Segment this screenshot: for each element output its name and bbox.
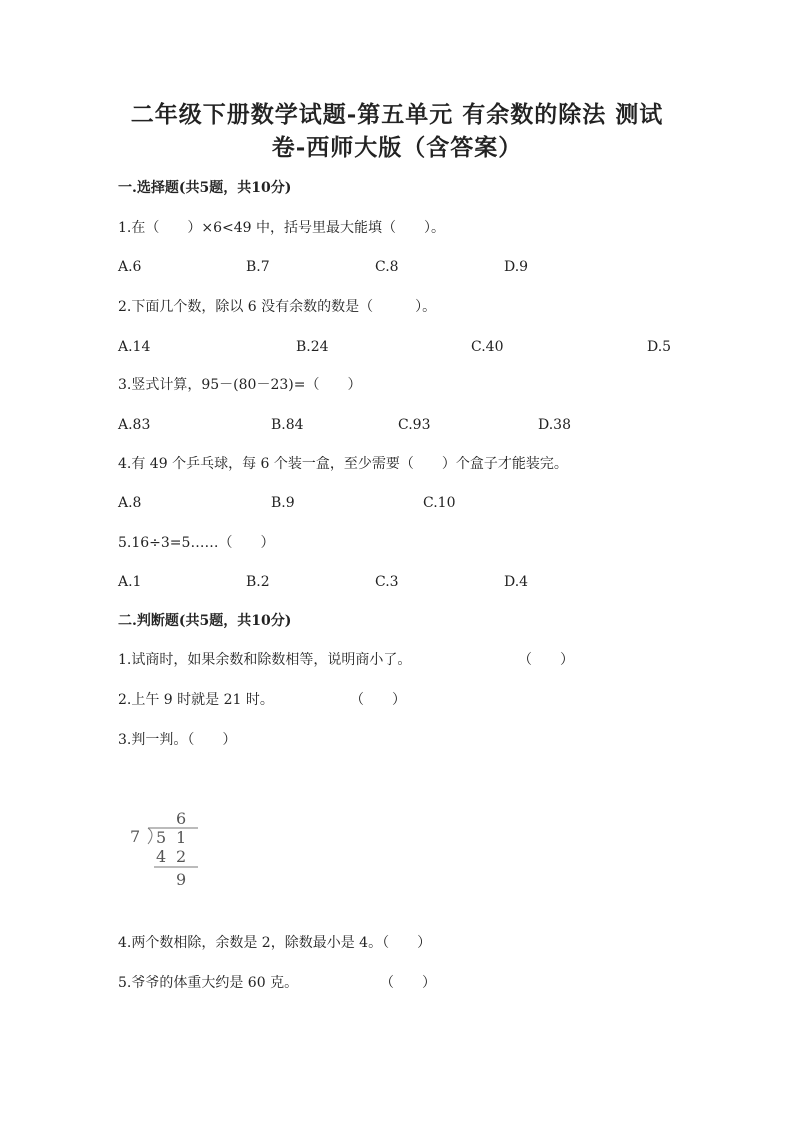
judge-5-blank: （ ）	[380, 975, 436, 991]
q1-option-b: B.7	[246, 259, 270, 275]
division-bracket-curve	[148, 828, 152, 844]
q1-option-a: A.6	[118, 259, 142, 275]
division-dividend-tens: 5	[156, 828, 167, 847]
judge-1-blank: （ ）	[518, 652, 574, 668]
q2-option-d: D.5	[647, 339, 672, 355]
long-division-figure	[118, 800, 238, 900]
q3-option-d: D.38	[538, 417, 571, 433]
judge-question-1: 1.试商时，如果余数和除数相等，说明商小了。	[118, 652, 412, 668]
document-title	[60, 98, 734, 164]
q4-option-a: A.8	[118, 495, 142, 511]
title-line-1: 二年级下册数学试题-第五单元 有余数的除法 测试	[130, 101, 664, 128]
question-1-5: 5.16÷3=5……（ ）	[118, 535, 275, 551]
title-line-2: 卷-西师大版（含答案）	[271, 134, 523, 161]
q3-option-c: C.93	[398, 417, 431, 433]
section-heading-judge: 二.判断题(共5题，共10分)	[118, 613, 292, 629]
q5-option-a: A.1	[118, 574, 142, 590]
long-division-svg	[118, 800, 238, 900]
q5-option-c: C.3	[375, 574, 399, 590]
q2-option-c: C.40	[471, 339, 504, 355]
division-product-ones: 2	[176, 847, 187, 866]
q5-option-d: D.4	[504, 574, 529, 590]
q2-option-b: B.24	[296, 339, 329, 355]
q4-option-b: B.9	[271, 495, 295, 511]
q3-option-b: B.84	[271, 417, 304, 433]
question-1-3: 3.竖式计算，95－(80－23)=（ ）	[118, 377, 362, 393]
q1-option-c: C.8	[375, 259, 399, 275]
judge-question-3: 3.判一判。（ ）	[118, 732, 237, 748]
division-divisor: 7	[130, 827, 141, 846]
judge-question-2: 2.上午 9 时就是 21 时。	[118, 692, 274, 708]
question-1-1: 1.在（ ）×6<49 中，括号里最大能填（ ）。	[118, 220, 445, 236]
section-heading-choice: 一.选择题(共5题，共10分)	[118, 180, 292, 196]
question-1-2: 2.下面几个数，除以 6 没有余数的数是（ ）。	[118, 299, 437, 315]
division-quotient: 6	[176, 809, 187, 828]
q3-option-a: A.83	[118, 417, 151, 433]
judge-question-5: 5.爷爷的体重大约是 60 克。	[118, 975, 299, 991]
question-1-4: 4.有 49 个乒乓球，每 6 个装一盒，至少需要（ ）个盒子才能装完。	[118, 456, 568, 472]
division-remainder: 9	[176, 870, 187, 889]
q1-option-d: D.9	[504, 259, 529, 275]
judge-2-blank: （ ）	[350, 692, 406, 708]
q4-option-c: C.10	[423, 495, 456, 511]
division-dividend-ones: 1	[176, 828, 187, 847]
division-product-tens: 4	[156, 847, 167, 866]
judge-question-4: 4.两个数相除，余数是 2，除数最小是 4。（ ）	[118, 935, 432, 951]
q5-option-b: B.2	[246, 574, 270, 590]
q2-option-a: A.14	[118, 339, 151, 355]
